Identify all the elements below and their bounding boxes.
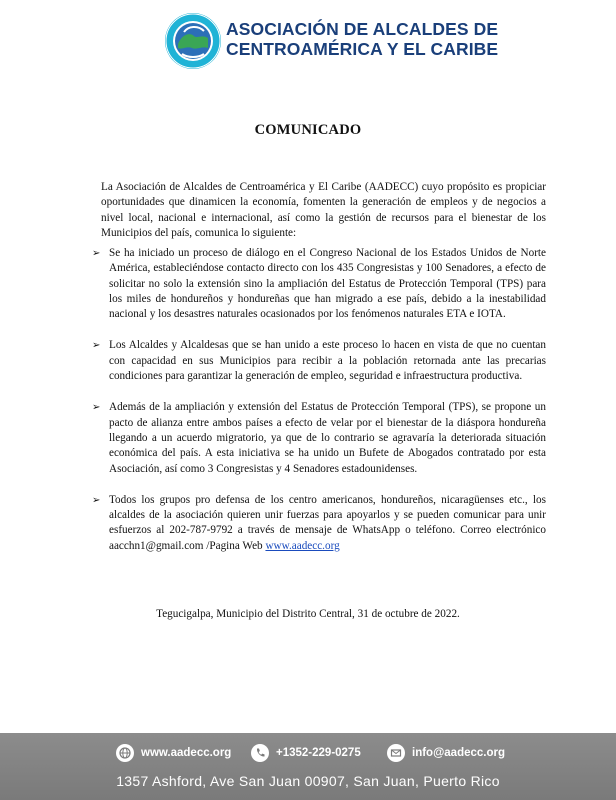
phone-icon	[251, 744, 269, 762]
bullet-text: Todos los grupos pro defensa de los centro americanos, hondureños, nicaragüenses etc., los alcaldes de la asociación quieren unir fuerzas para apoyarlos y se pueden comunicar para unir esfuerzos al 202-787-9792 a través de mensaje de WhatsApp o teléfono. Correo electrónico aacchn1@gmail.com /Pagina Web	[109, 493, 546, 552]
org-name-line2: CENTROAMÉRICA Y EL CARIBE	[226, 39, 499, 59]
bullet-text: Se ha iniciado un proceso de diálogo en el Congreso Nacional de los Estados Unidos de Norte América, estableciéndose contacto directo con los 435 Congresistas y 100 Senadores, a efecto de solicitar no solo la extensión sino la ampliación del Estatus de Protección Temporal (TPS) para los miles de hondureños y hondureñas que han migrado a ese país, debido a la inestabilidad nacional y los desastres naturales ocasionados por los fenómenos naturales ETA e IOTA.	[109, 247, 546, 321]
arrow-bullet-icon: ➢	[92, 494, 101, 506]
letterhead	[0, 0, 616, 82]
list-item	[92, 493, 546, 554]
footer-address: 1357 Ashford, Ave San Juan 00907, San Juan, Puerto Rico	[116, 773, 500, 789]
bullet-text: Los Alcaldes y Alcaldesas que se han unido a este proceso lo hacen en vista de que no cuentan con capacidad en sus Municipios para recibir a la población retornada ante las precarias condiciones para garantizar la generación de empleo, seguridad e infraestructura productiva.	[109, 339, 546, 383]
closing-line: Tegucigalpa, Municipio del Distrito Central, 31 de octubre de 2022.	[156, 608, 460, 620]
list-item	[92, 400, 546, 476]
website-contact[interactable]	[116, 744, 231, 762]
org-name-line1: ASOCIACIÓN DE ALCALDES DE	[226, 19, 499, 39]
globe-icon	[116, 744, 134, 762]
organization-name	[226, 19, 499, 59]
contact-row	[0, 744, 616, 766]
phone-contact[interactable]	[251, 744, 361, 762]
document-title: COMUNICADO	[254, 122, 362, 138]
footer-phone: +1352-229-0275	[276, 747, 361, 759]
footer	[0, 733, 616, 800]
intro-paragraph: La Asociación de Alcaldes de Centroamérica y El Caribe (AADECC) cuyo propósito es propiciar oportunidades que dinamicen la economía, fomenten la generación de empleos y de negocios a nivel local, nacional e internacional, así como la gestión de recursos para el bienestar de los Municipios del país, comunica lo siguiente:	[101, 181, 546, 239]
arrow-bullet-icon: ➢	[92, 402, 101, 414]
bullet-list	[92, 246, 546, 570]
bullet-text: Además de la ampliación y extensión del Estatus de Protección Temporal (TPS), se propone un pacto de alianza entre ambos países a efecto de velar por el bienestar de la diáspora hondureña llegando a un acuerdo migratorio, ya que de lo contrario se agravaría la deteriorada situación económica del país. A esta iniciativa se ha unido un Bufete de Abogados contratado por esta Asociación, así como 3 Congresistas y 4 Senadores estadounidenses.	[109, 401, 546, 475]
arrow-bullet-icon: ➢	[92, 340, 101, 352]
association-logo	[164, 12, 222, 70]
mail-icon	[387, 744, 405, 762]
website-link[interactable]: www.aadecc.org	[265, 539, 340, 552]
arrow-bullet-icon: ➢	[92, 248, 101, 259]
email-contact[interactable]	[387, 744, 505, 762]
list-item	[92, 338, 546, 384]
footer-email: info@aadecc.org	[412, 747, 506, 759]
footer-website: www.aadecc.org	[141, 747, 232, 759]
list-item	[92, 246, 546, 322]
